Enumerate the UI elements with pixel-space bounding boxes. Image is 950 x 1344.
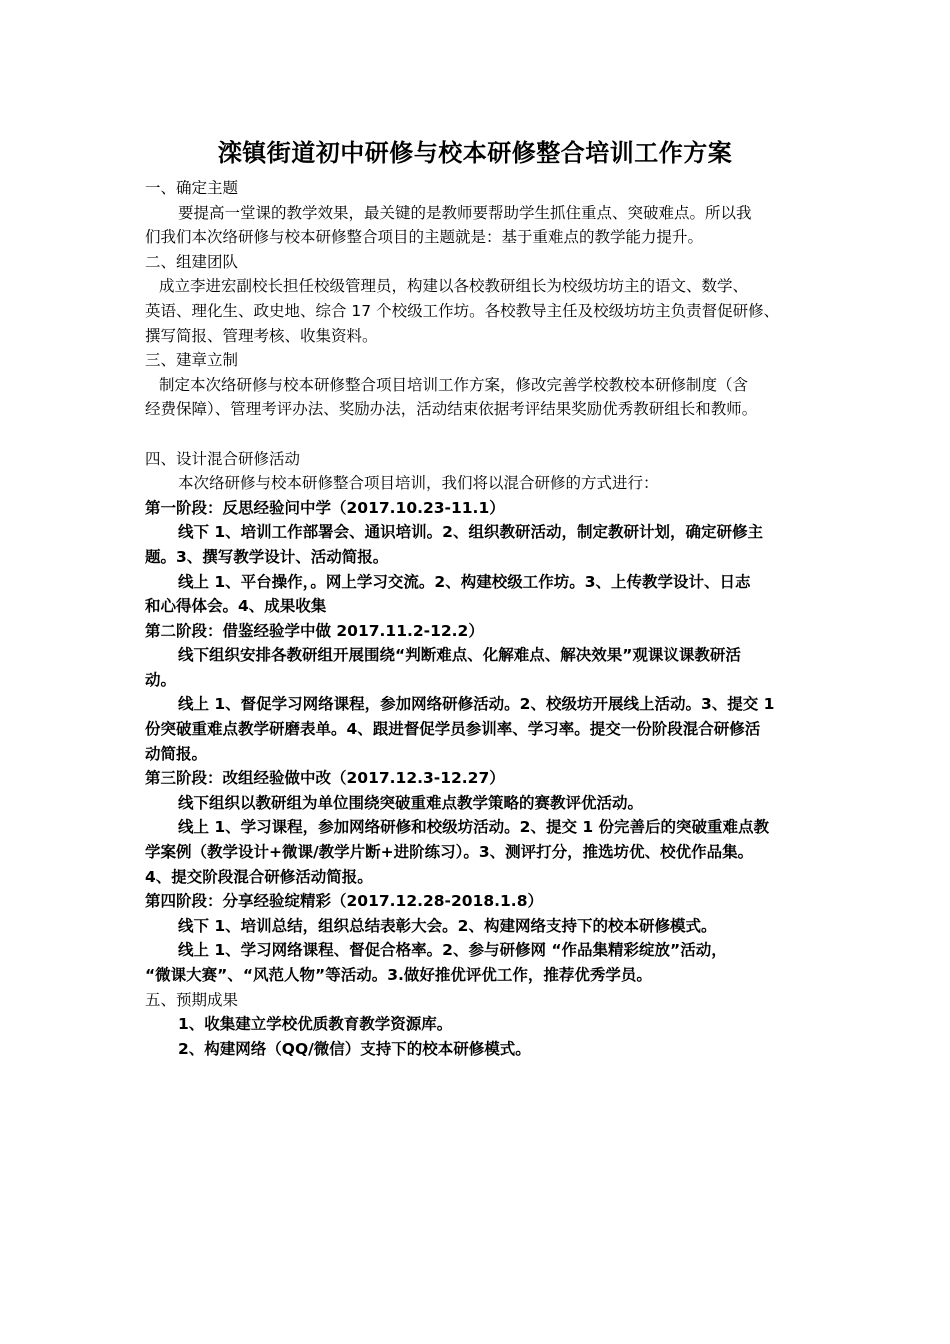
- section-heading-4: 四、设计混合研修活动: [145, 449, 301, 468]
- paragraph-line: 份突破重难点教学研磨表单。4、跟进督促学员参训率、学习率。提交一份阶段混合研修活: [145, 720, 761, 739]
- paragraph-line: 线下组织安排各教研组开展围绕“判断难点、化解难点、解决效果”观课议课教研活: [178, 646, 741, 665]
- paragraph-line: 和心得体会。4、成果收集: [145, 597, 327, 616]
- paragraph-line: 经费保障）、管理考评办法、奖励办法，活动结束依据考评结果奖励优秀教研组长和教师。: [145, 400, 758, 419]
- paragraph-line: 英语、理化生、政史地、综合 17 个校级工作坊。各校教导主任及校级坊坊主负责督促研修、: [145, 301, 780, 320]
- paragraph-line: 1、收集建立学校优质教育教学资源库。: [178, 1015, 453, 1034]
- paragraph-line: 们我们本次络研修与校本研修整合项目的主题就是：基于重难点的教学能力提升。: [145, 228, 704, 247]
- section-heading-1: 一、确定主题: [145, 179, 239, 197]
- paragraph-line: 4、提交阶段混合研修活动简报。: [145, 867, 373, 886]
- paragraph-line: 成立李进宏副校长担任校级管理员，构建以各校教研组长为校级坊坊主的语文、数学、: [159, 277, 749, 296]
- paragraph-line: 线上 1、学习网络课程、督促合格率。2、参与研修网 “作品集精彩绽放”活动，: [178, 941, 727, 960]
- paragraph-line: 2、构建网络（QQ/微信）支持下的校本研修模式。: [178, 1039, 531, 1058]
- paragraph-line: 撰写简报、管理考核、收集资料。: [145, 326, 378, 345]
- paragraph-line: 要提高一堂课的教学效果，最关键的是教师要帮助学生抓住重点、突破难点。所以我: [178, 203, 752, 222]
- phase-heading-1: 第一阶段：反思经验问中学（2017.10.23-11.1）: [145, 498, 505, 517]
- paragraph-line: 学案例（教学设计+微课/教学片断+进阶练习）。3、测评打分，推选坊优、校优作品集。: [145, 843, 754, 862]
- section-heading-2: 二、组建团队: [145, 252, 239, 271]
- document-body: [145, 176, 825, 1061]
- paragraph-line: 题。3、撰写教学设计、活动简报。: [145, 547, 389, 566]
- paragraph-line: 线上 1、平台操作，。网上学习交流。2、构建校级工作坊。3、上传教学设计、日志: [178, 572, 751, 591]
- phase-heading-3: 第三阶段：改组经验做中改（2017.12.3-12.27）: [145, 769, 505, 788]
- paragraph-line: 线下组织以教研组为单位围绕突破重难点教学策略的赛教评优活动。: [178, 793, 644, 812]
- phase-heading-4: 第四阶段：分享经验绽精彩（2017.12.28-2018.1.8）: [145, 892, 543, 911]
- paragraph-line: 线下 1、培训总结，组织总结表彰大会。2、构建网络支持下的校本研修模式。: [178, 916, 717, 935]
- blank-line: [145, 422, 825, 447]
- paragraph-line: 制定本次络研修与校本研修整合项目培训工作方案，修改完善学校教校本研修制度（含: [159, 375, 749, 394]
- section-heading-5: 五、预期成果: [145, 990, 239, 1009]
- paragraph-line: 动简报。: [145, 744, 208, 763]
- paragraph-line: 线上 1、督促学习网络课程，参加网络研修活动。2、校级坊开展线上活动。3、提交 1: [178, 695, 775, 714]
- document-title: 滦镇街道初中研修与校本研修整合培训工作方案: [217, 139, 733, 167]
- paragraph-line: 动。: [145, 670, 177, 689]
- paragraph-line: 线上 1、学习课程，参加网络研修和校级坊活动。2、提交 1 份完善后的突破重难点教: [178, 818, 770, 837]
- phase-heading-2: 第二阶段：借鉴经验学中做 2017.11.2-12.2）: [145, 621, 484, 640]
- paragraph-line: 线下 1、培训工作部署会、通识培训。2、组织教研活动，制定教研计划，确定研修主: [178, 523, 763, 542]
- paragraph-line: 本次络研修与校本研修整合项目培训，我们将以混合研修的方式进行：: [178, 474, 659, 493]
- paragraph-line: “微课大赛”、“风范人物”等活动。3.做好推优评优工作，推荐优秀学员。: [145, 966, 652, 984]
- section-heading-3: 三、建章立制: [145, 351, 239, 370]
